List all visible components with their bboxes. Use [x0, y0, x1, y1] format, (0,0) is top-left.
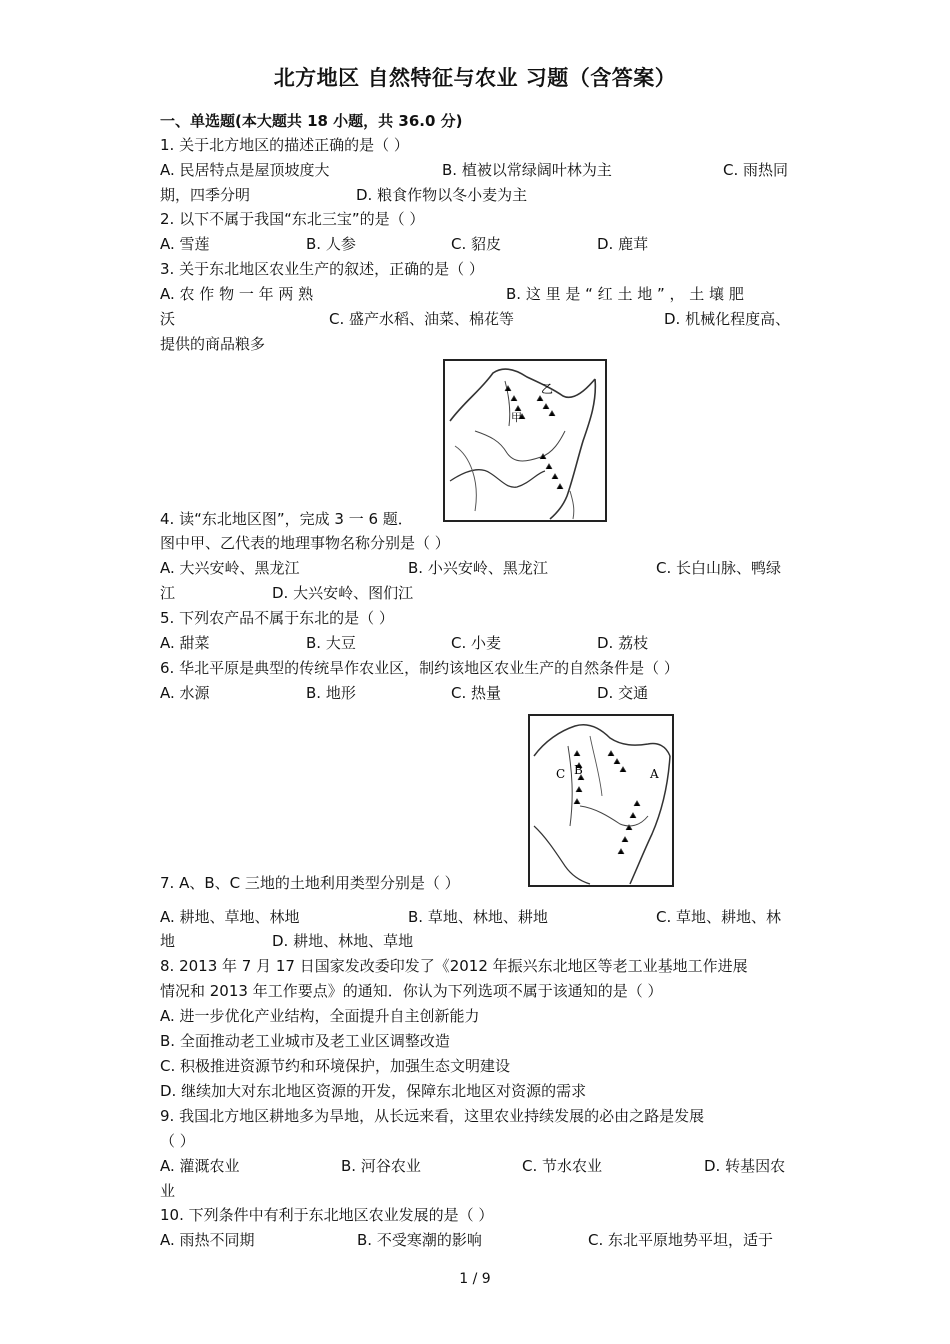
q8-option-c: C. 积极推进资源节约和环境保护，加强生态文明建设 — [160, 1057, 511, 1075]
q10-option-c: C. 东北平原地势平坦，适于 — [588, 1231, 774, 1249]
document-title: 北方地区 自然特征与农业 习题（含答案） — [273, 66, 677, 90]
map2-label-b: B — [574, 763, 583, 777]
section-heading: 一、单选题(本大题共 18 小题，共 36.0 分) — [160, 112, 463, 130]
q9-option-d-cont: 业 — [160, 1182, 176, 1200]
q4-stem: 4. 读“东北地区图”，完成 3 一 6 题． — [160, 510, 413, 528]
q10-option-b: B. 不受寒潮的影响 — [357, 1231, 482, 1249]
q4-option-d: D. 大兴安岭、图们江 — [272, 584, 414, 602]
q8-stem: 8. 2013 年 7 月 17 日国家发改委印发了《2012 年振兴东北地区等老工业基地工作进展 — [160, 957, 748, 975]
q3-option-b-cont: 沃 — [160, 310, 176, 328]
q1-option-d: D. 粮食作物以冬小麦为主 — [356, 186, 528, 204]
q8-option-d: D. 继续加大对东北地区资源的开发，保障东北地区对资源的需求 — [160, 1082, 587, 1100]
land-use-map-drawing — [530, 716, 672, 885]
map2-label-a: A — [650, 767, 659, 781]
q4-option-b: B. 小兴安岭、黑龙江 — [408, 559, 548, 577]
q10-option-a: A. 雨热不同期 — [160, 1231, 255, 1249]
q3-option-c: C. 盛产水稻、油菜、棉花等 — [329, 310, 515, 328]
q8-option-a: A. 进一步优化产业结构，全面提升自主创新能力 — [160, 1007, 480, 1025]
q1-stem: 1. 关于北方地区的描述正确的是（ ） — [160, 136, 409, 154]
q1-option-a: A. 民居特点是屋顶坡度大 — [160, 161, 330, 179]
q2-option-d: D. 鹿茸 — [597, 235, 649, 253]
q6-option-b: B. 地形 — [306, 684, 356, 702]
q7-option-a: A. 耕地、草地、林地 — [160, 908, 300, 926]
q4-option-c: C. 长白山脉、鸭绿 — [656, 559, 782, 577]
q3-option-d-cont: 提供的商品粮多 — [160, 335, 266, 353]
q4-option-c-cont: 江 — [160, 584, 176, 602]
q9-option-b: B. 河谷农业 — [341, 1157, 421, 1175]
q2-option-a: A. 雪莲 — [160, 235, 210, 253]
q7-stem: 7. A、B、C 三地的土地利用类型分别是（ ） — [160, 874, 460, 892]
q6-option-a: A. 水源 — [160, 684, 210, 702]
q5-option-d: D. 荔枝 — [597, 634, 649, 652]
q5-option-b: B. 大豆 — [306, 634, 356, 652]
land-use-map-figure — [528, 714, 674, 887]
q3-option-b: B. 这 里 是 “ 红 土 地 ” ， 土 壤 肥 — [506, 285, 744, 303]
q6-option-c: C. 热量 — [451, 684, 502, 702]
q9-option-a: A. 灌溉农业 — [160, 1157, 240, 1175]
q3-stem: 3. 关于东北地区农业生产的叙述，正确的是（ ） — [160, 260, 484, 278]
q9-stem: 9. 我国北方地区耕地多为旱地，从长远来看，这里农业持续发展的必由之路是发展 — [160, 1107, 705, 1125]
q7-option-c-cont: 地 — [160, 932, 176, 950]
q4-option-a: A. 大兴安岭、黑龙江 — [160, 559, 300, 577]
q3-option-d: D. 机械化程度高、 — [664, 310, 791, 328]
q8-stem-cont: 情况和 2013 年工作要点》的通知．你认为下列选项不属于该通知的是（ ） — [160, 982, 663, 1000]
map2-label-c: C — [556, 767, 566, 781]
q6-stem: 6. 华北平原是典型的传统旱作农业区，制约该地区农业生产的自然条件是（ ） — [160, 659, 679, 677]
q3-option-a: A. 农 作 物 一 年 两 熟 — [160, 285, 314, 303]
q1-option-b: B. 植被以常绿阔叶林为主 — [442, 161, 612, 179]
q2-stem: 2. 以下不属于我国“东北三宝”的是（ ） — [160, 210, 425, 228]
q10-stem: 10. 下列条件中有利于东北地区农业发展的是（ ） — [160, 1206, 494, 1224]
map1-label-yi: 乙 — [541, 382, 554, 396]
q7-option-b: B. 草地、林地、耕地 — [408, 908, 548, 926]
q9-option-d: D. 转基因农 — [704, 1157, 786, 1175]
q5-stem: 5. 下列农产品不属于东北的是（ ） — [160, 609, 394, 627]
q5-option-a: A. 甜菜 — [160, 634, 210, 652]
q1-option-c: C. 雨热同 — [723, 161, 789, 179]
q2-option-c: C. 貂皮 — [451, 235, 502, 253]
q7-option-c: C. 草地、耕地、林 — [656, 908, 782, 926]
map1-label-jia: 甲 — [511, 411, 522, 424]
q5-option-c: C. 小麦 — [451, 634, 502, 652]
q4-stem-cont: 图中甲、乙代表的地理事物名称分别是（ ） — [160, 534, 450, 552]
page-number: 1 / 9 — [459, 1271, 491, 1287]
northeast-map-figure — [443, 359, 607, 522]
q8-option-b: B. 全面推动老工业城市及老工业区调整改造 — [160, 1032, 450, 1050]
q9-stem-cont: （ ） — [160, 1132, 195, 1150]
q2-option-b: B. 人参 — [306, 235, 356, 253]
q7-option-d: D. 耕地、林地、草地 — [272, 932, 414, 950]
northeast-map-drawing — [445, 361, 605, 520]
q6-option-d: D. 交通 — [597, 684, 649, 702]
q1-option-c-cont: 期，四季分明 — [160, 186, 251, 204]
q9-option-c: C. 节水农业 — [522, 1157, 603, 1175]
